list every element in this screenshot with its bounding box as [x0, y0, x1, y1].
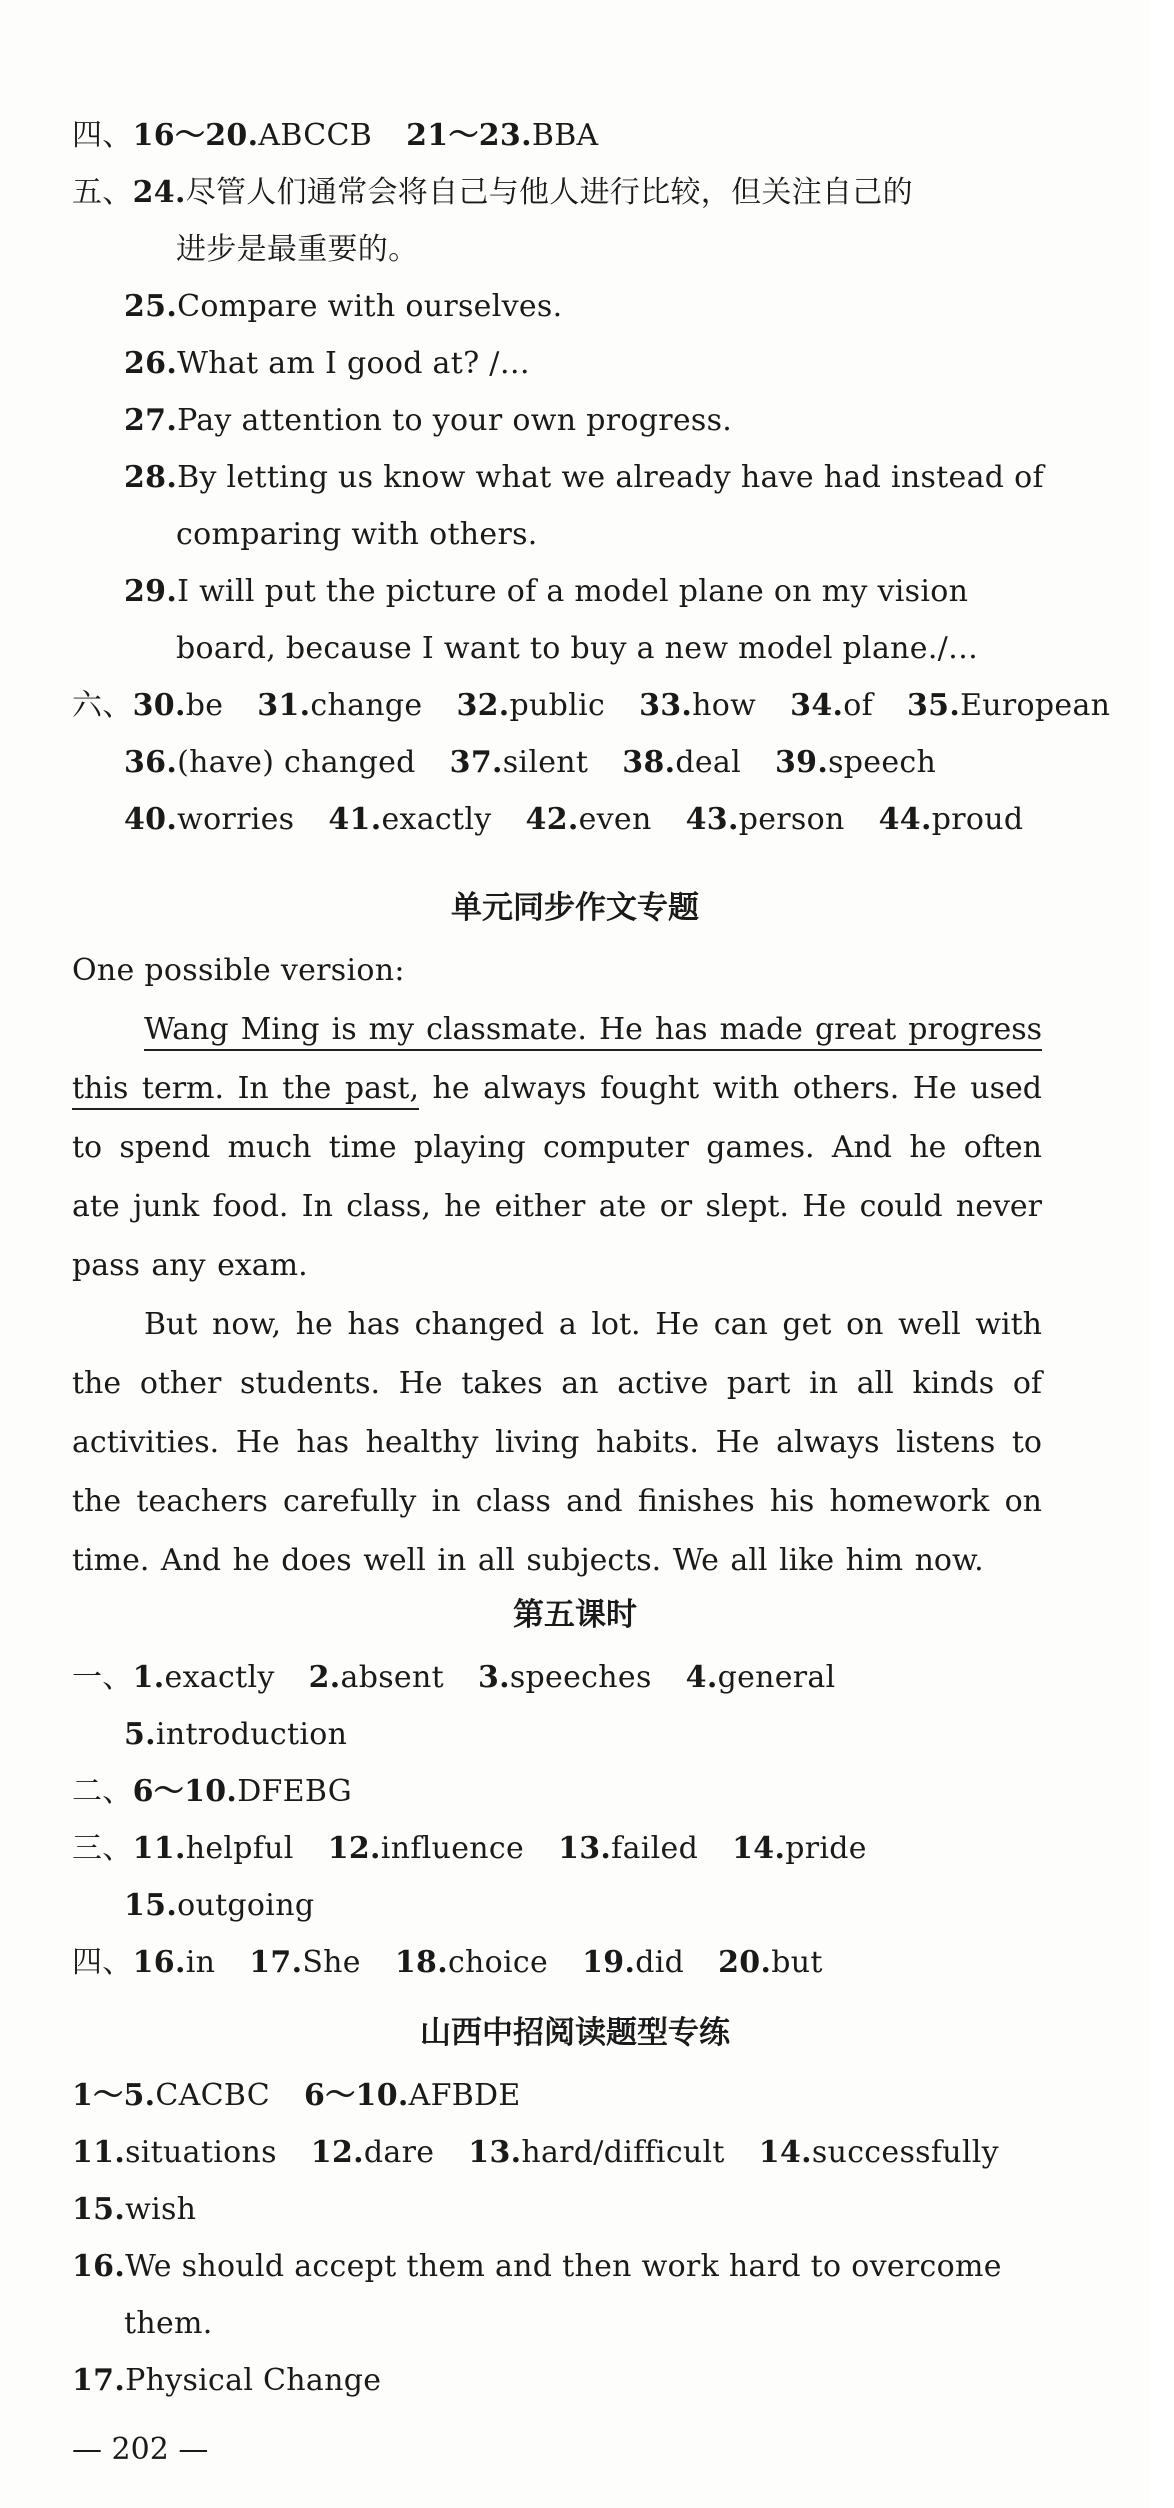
- answer-text: Pay attention to your own progress.: [177, 403, 733, 438]
- question-number: 24.: [132, 175, 186, 210]
- answer-text: dare: [363, 2135, 435, 2170]
- section-prefix: 二、: [72, 1774, 133, 1809]
- answer-text: general: [717, 1660, 836, 1695]
- answer-text: wish: [125, 2192, 197, 2227]
- answer-text: choice: [447, 1945, 549, 1980]
- question-number: 15.: [124, 1888, 178, 1923]
- question-number: 44.: [878, 802, 932, 837]
- answer-text: introduction: [155, 1717, 348, 1752]
- section-prefix: 六、: [72, 688, 133, 723]
- shanxi-line-2: [72, 2135, 999, 2171]
- answer-text: be: [185, 688, 224, 723]
- question-number: 13.: [558, 1831, 612, 1866]
- q26: [124, 346, 530, 382]
- q28-line1: [124, 460, 1044, 496]
- question-number: 11.: [72, 2135, 126, 2170]
- section-6-row-1: [72, 688, 1110, 724]
- answer-text: helpful: [185, 1831, 294, 1866]
- answer-text: how: [692, 688, 757, 723]
- writing-paragraph-2: But now, he has changed a lot. He can get on well with the other students. He takes an active part in all kinds of activities. He has healthy living habits. He always listens to the teachers carefully in class and finishes his homework on time. And he does well in all subjects. We all like him now.: [72, 1307, 1042, 1578]
- answer-text: silent: [502, 745, 589, 780]
- q29-line2: [176, 631, 978, 667]
- section-prefix: 三、: [72, 1831, 133, 1866]
- answer-text: Compare with ourselves.: [177, 289, 563, 324]
- answer-text: person: [738, 802, 845, 837]
- question-number: 26.: [124, 346, 178, 381]
- q27: [124, 403, 732, 439]
- answer-text: hard/difficult: [521, 2135, 725, 2170]
- answer-text: them.: [124, 2306, 213, 2341]
- section-6-row-3: [124, 802, 1023, 838]
- question-number: 40.: [124, 802, 178, 837]
- answer-text: pride: [785, 1831, 867, 1866]
- answer-text: AFBDE: [408, 2078, 521, 2113]
- section-prefix: 五、: [72, 175, 133, 210]
- question-number: 38.: [622, 745, 676, 780]
- question-number: 19.: [582, 1945, 636, 1980]
- section-6-row-2: [124, 745, 936, 781]
- shanxi-q16-line1: [72, 2249, 1002, 2285]
- question-number: 28.: [124, 460, 178, 495]
- question-number: 14.: [732, 1831, 786, 1866]
- question-number: 6～10.: [132, 1774, 238, 1809]
- question-number: 30.: [132, 688, 186, 723]
- answer-text: exactly: [164, 1660, 275, 1695]
- question-number: 3.: [477, 1660, 510, 1695]
- answer-text: European: [960, 688, 1111, 723]
- paragraph-text: he always fought with others. He used to spend much time playing computer games. And he often ate junk food. In class, he either ate or slept. He could never pass any exam.: [72, 1071, 1042, 1283]
- answer-text: change: [310, 688, 423, 723]
- answer-text: I will put the picture of a model plane on my vision: [177, 574, 969, 609]
- question-number: 31.: [257, 688, 311, 723]
- question-number: 16.: [132, 1945, 186, 1980]
- question-number: 1～5.: [72, 2078, 156, 2113]
- shanxi-q16-line2: [124, 2306, 213, 2342]
- shanxi-q15: [72, 2192, 196, 2228]
- question-number: 5.: [124, 1717, 156, 1752]
- shanxi-section-title: 山西中招阅读题型专练: [420, 2015, 730, 2051]
- section-4-answers: [72, 118, 599, 154]
- answer-text: Physical Change: [125, 2363, 382, 2398]
- answer-text: absent: [340, 1660, 444, 1695]
- q28-line2: [176, 517, 538, 553]
- answer-text: exactly: [381, 802, 492, 837]
- question-number: 1.: [132, 1660, 165, 1695]
- answer-text: comparing with others.: [176, 517, 538, 552]
- question-number: 21～23.: [406, 118, 532, 153]
- question-number: 16.: [72, 2249, 126, 2284]
- answer-text: board, because I want to buy a new model plane./…: [176, 631, 979, 666]
- shanxi-q17: [72, 2363, 381, 2399]
- question-number: 12.: [310, 2135, 364, 2170]
- section-prefix: 一、: [72, 1660, 133, 1695]
- answer-text: public: [509, 688, 606, 723]
- question-number: 2.: [308, 1660, 341, 1695]
- answer-text: By letting us know what we already have had instead of: [177, 460, 1044, 495]
- question-number: 43.: [685, 802, 739, 837]
- question-number: 20.: [718, 1945, 772, 1980]
- section-prefix: 四、: [72, 1945, 133, 1980]
- question-number: 17.: [72, 2363, 126, 2398]
- answer-text: DFEBG: [237, 1774, 353, 1809]
- answer-text: What am I good at? /…: [177, 346, 531, 381]
- question-number: 37.: [449, 745, 503, 780]
- answer-text: speech: [828, 745, 937, 780]
- question-number: 18.: [394, 1945, 448, 1980]
- answer-text: situations: [125, 2135, 277, 2170]
- lesson5-section-1-row-1: [72, 1660, 836, 1696]
- answer-text: in: [185, 1945, 216, 1980]
- lesson-5-title: 第五课时: [513, 1597, 637, 1633]
- question-number: 39.: [775, 745, 829, 780]
- writing-intro: One possible version:: [72, 953, 405, 988]
- question-number: 12.: [327, 1831, 381, 1866]
- lesson5-section-4: [72, 1945, 823, 1981]
- question-number: 42.: [525, 802, 579, 837]
- question-number: 33.: [639, 688, 693, 723]
- answer-text: worries: [177, 802, 295, 837]
- underlined-sentence: Wang Ming is my classmate. He has made great progress this term. In the past,: [72, 1012, 1042, 1110]
- lesson5-section-3-row-1: [72, 1831, 867, 1867]
- question-number: 14.: [758, 2135, 812, 2170]
- lesson5-section-1-row-2: [124, 1717, 347, 1753]
- answer-text: did: [635, 1945, 685, 1980]
- question-number: 11.: [132, 1831, 186, 1866]
- answer-text: speeches: [509, 1660, 652, 1695]
- shanxi-line-1: [72, 2078, 521, 2114]
- section-prefix: 四、: [72, 118, 133, 153]
- question-number: 17.: [249, 1945, 303, 1980]
- q24-line2: [176, 232, 418, 268]
- question-number: 32.: [456, 688, 510, 723]
- q24-line1: [72, 175, 913, 211]
- lesson5-section-3-row-2: [124, 1888, 314, 1924]
- answer-text: outgoing: [177, 1888, 315, 1923]
- question-number: 29.: [124, 574, 178, 609]
- question-number: 36.: [124, 745, 178, 780]
- question-number: 27.: [124, 403, 178, 438]
- question-number: 16～20.: [132, 118, 259, 153]
- writing-section-title: 单元同步作文专题: [451, 890, 699, 926]
- answer-text: (have) changed: [177, 745, 416, 780]
- q25: [124, 289, 562, 325]
- answer-text: We should accept them and then work hard to overcome: [125, 2249, 1002, 2284]
- question-number: 13.: [468, 2135, 522, 2170]
- answer-text: deal: [675, 745, 741, 780]
- lesson5-section-2: [72, 1774, 352, 1810]
- answer-text: successfully: [811, 2135, 999, 2170]
- question-number: 41.: [328, 802, 382, 837]
- page-number: — 202 —: [72, 2432, 209, 2467]
- answer-text: failed: [611, 1831, 699, 1866]
- writing-paragraph-1: [72, 1000, 1042, 1295]
- answer-text: ABCCB: [258, 118, 373, 153]
- answer-text: She: [302, 1945, 361, 1980]
- answer-text: proud: [931, 802, 1024, 837]
- answer-text: influence: [380, 1831, 525, 1866]
- question-number: 34.: [790, 688, 844, 723]
- answer-text: of: [843, 688, 873, 723]
- question-number: 4.: [685, 1660, 718, 1695]
- question-number: 15.: [72, 2192, 126, 2227]
- answer-text: even: [578, 802, 652, 837]
- q29-line1: [124, 574, 968, 610]
- question-number: 35.: [907, 688, 961, 723]
- answer-text: CACBC: [155, 2078, 271, 2113]
- answer-text: 尽管人们通常会将自己与他人进行比较，但关注自己的: [185, 175, 913, 210]
- question-number: 6～10.: [304, 2078, 409, 2113]
- answer-text: but: [771, 1945, 823, 1980]
- answer-text: 进步是最重要的。: [176, 232, 419, 267]
- answer-text: BBA: [531, 118, 599, 153]
- question-number: 25.: [124, 289, 178, 324]
